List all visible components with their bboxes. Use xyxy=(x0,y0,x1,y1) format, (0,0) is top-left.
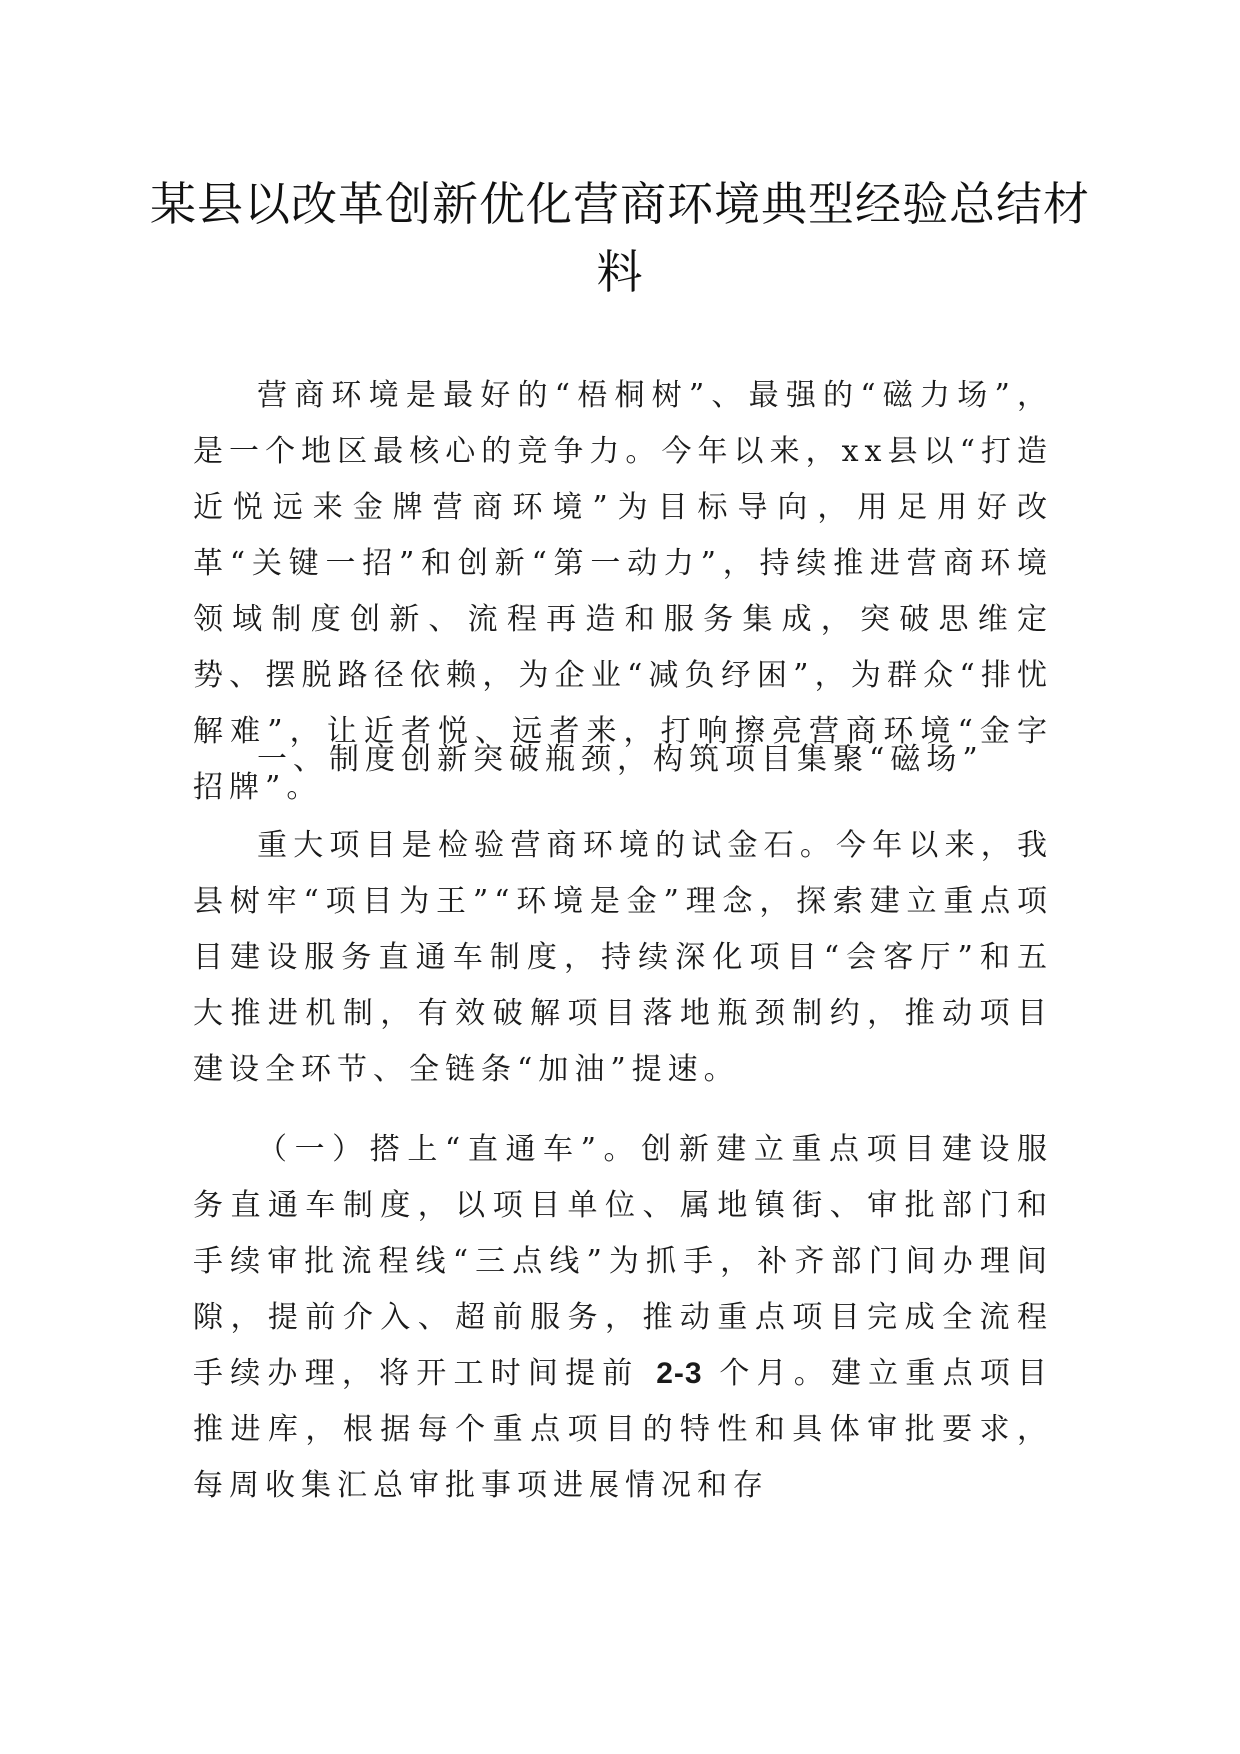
section-heading-1: 一、制度创新突破瓶颈，构筑项目集聚“磁场” xyxy=(257,742,984,777)
paragraph-projects: 重大项目是检验营商环境的试金石。今年以来，我县树牢“项目为王”“环境是金”理念，探索建立重点项目建设服务直通车制度，持续深化项目“会客厅”和五大推进机制，有效破解项目落地瓶颈制约，推动项目建设全环节、全链条“加油”提速。 xyxy=(193,828,1053,1087)
months-number: 2-3 xyxy=(656,1357,703,1390)
paragraph-direct-train-part1: （一）搭上“直通车”。创新建立重点项目建设服务直通车制度，以项目单位、属地镇街、审批部门和手续审批流程线“三点线”为抓手，补齐部门间办理间隙，提前介入、超前服务，推动重点项目完成全流程手续办理，将开工时间提前 xyxy=(193,1132,1053,1391)
paragraph-direct-train xyxy=(193,1122,1053,1514)
paragraph-direct-train-part2: 个月。建立重点项目推进库，根据每个重点项目的特性和具体审批要求，每周收集汇总审批事项进展情况和存 xyxy=(193,1356,1053,1503)
paragraph-intro: 营商环境是最好的“梧桐树”、最强的“磁力场”，是一个地区最核心的竞争力。今年以来，xx县以“打造近悦远来金牌营商环境”为目标导向，用足用好改革“关键一招”和创新“第一动力”，持续推进营商环境领域制度创新、流程再造和服务集成，突破思维定势、摆脱路径依赖，为企业“减负纾困”，为群众“排忧解难”，让近者悦、远者来，打响擦亮营商环境“金字招牌”。 xyxy=(193,378,1053,805)
document-title: 某县以改革创新优化营商环境典型经验总结材料 xyxy=(150,177,1090,299)
